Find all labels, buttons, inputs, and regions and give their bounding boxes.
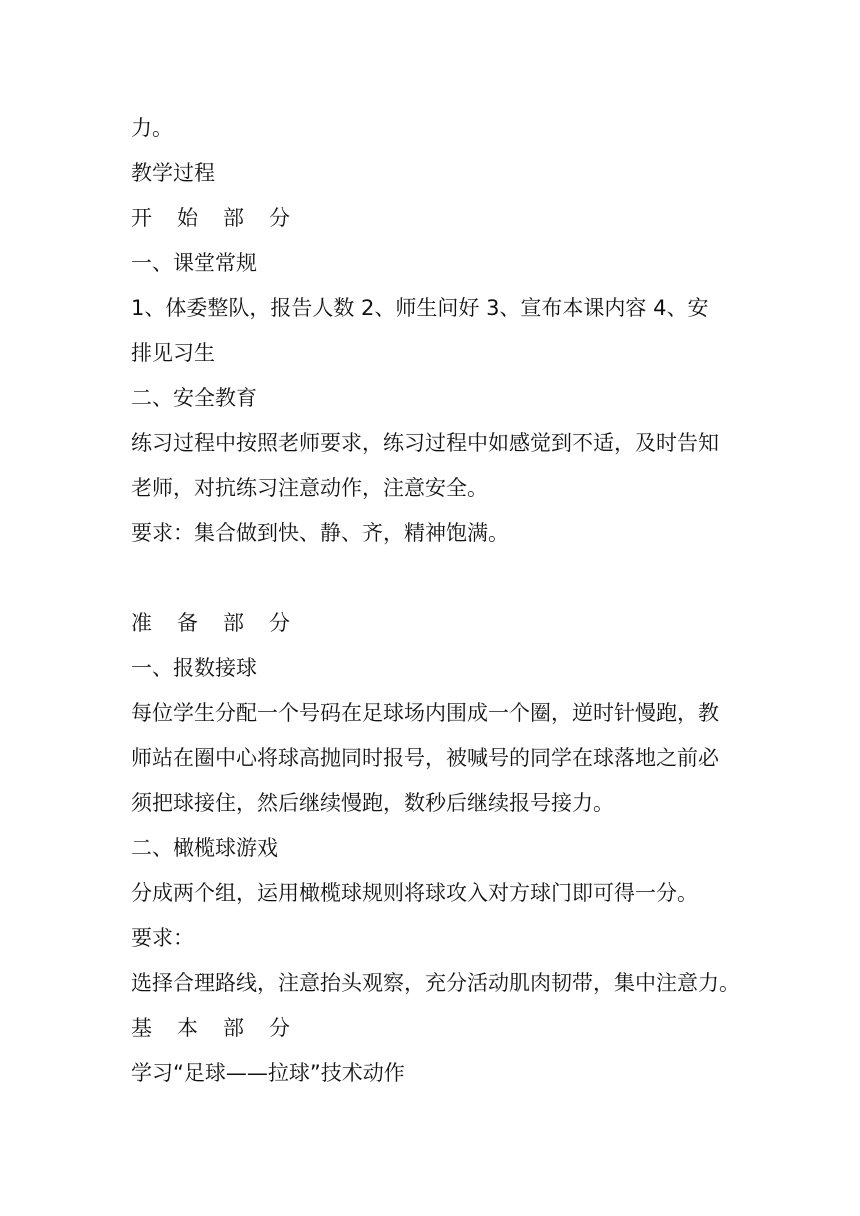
paragraph-line: 分成两个组，运用橄榄球规则将球攻入对方球门即可得一分。: [131, 881, 698, 905]
paragraph-line: 每位学生分配一个号码在足球场内围成一个圈，逆时针慢跑，教: [131, 701, 719, 725]
paragraph-line: 学习“足球——拉球”技术动作: [131, 1061, 405, 1085]
requirement-line: 要求：集合做到快、静、齐，精神饱满。: [131, 521, 509, 545]
subsection-heading: 一、课堂常规: [131, 251, 257, 275]
section-title: 教学过程: [131, 161, 215, 185]
section-heading-start: 开 始 部 分: [131, 206, 290, 230]
subsection-heading: 一、报数接球: [131, 656, 257, 680]
paragraph-line: 练习过程中按照老师要求，练习过程中如感觉到不适，及时告知: [131, 431, 719, 455]
paragraph-line: 须把球接住，然后继续慢跑，数秒后继续报号接力。: [131, 791, 614, 815]
paragraph-line: 老师，对抗练习注意动作，注意安全。: [131, 476, 488, 500]
paragraph-line: 选择合理路线，注意抬头观察，充分活动肌肉韧带，集中注意力。: [131, 971, 740, 995]
paragraph-line: 师站在圈中心将球高抛同时报号，被喊号的同学在球落地之前必: [131, 746, 719, 770]
requirement-label: 要求：: [131, 926, 194, 950]
subsection-heading: 二、橄榄球游戏: [131, 836, 278, 860]
paragraph-line: 排见习生: [131, 341, 215, 365]
section-heading-prep: 准 备 部 分: [131, 611, 290, 635]
section-heading-main: 基 本 部 分: [131, 1016, 290, 1040]
paragraph-line: 力。: [131, 116, 173, 140]
paragraph-line: 1、体委整队，报告人数 2、师生问好 3、宣布本课内容 4、安: [131, 296, 709, 320]
subsection-heading: 二、安全教育: [131, 386, 257, 410]
